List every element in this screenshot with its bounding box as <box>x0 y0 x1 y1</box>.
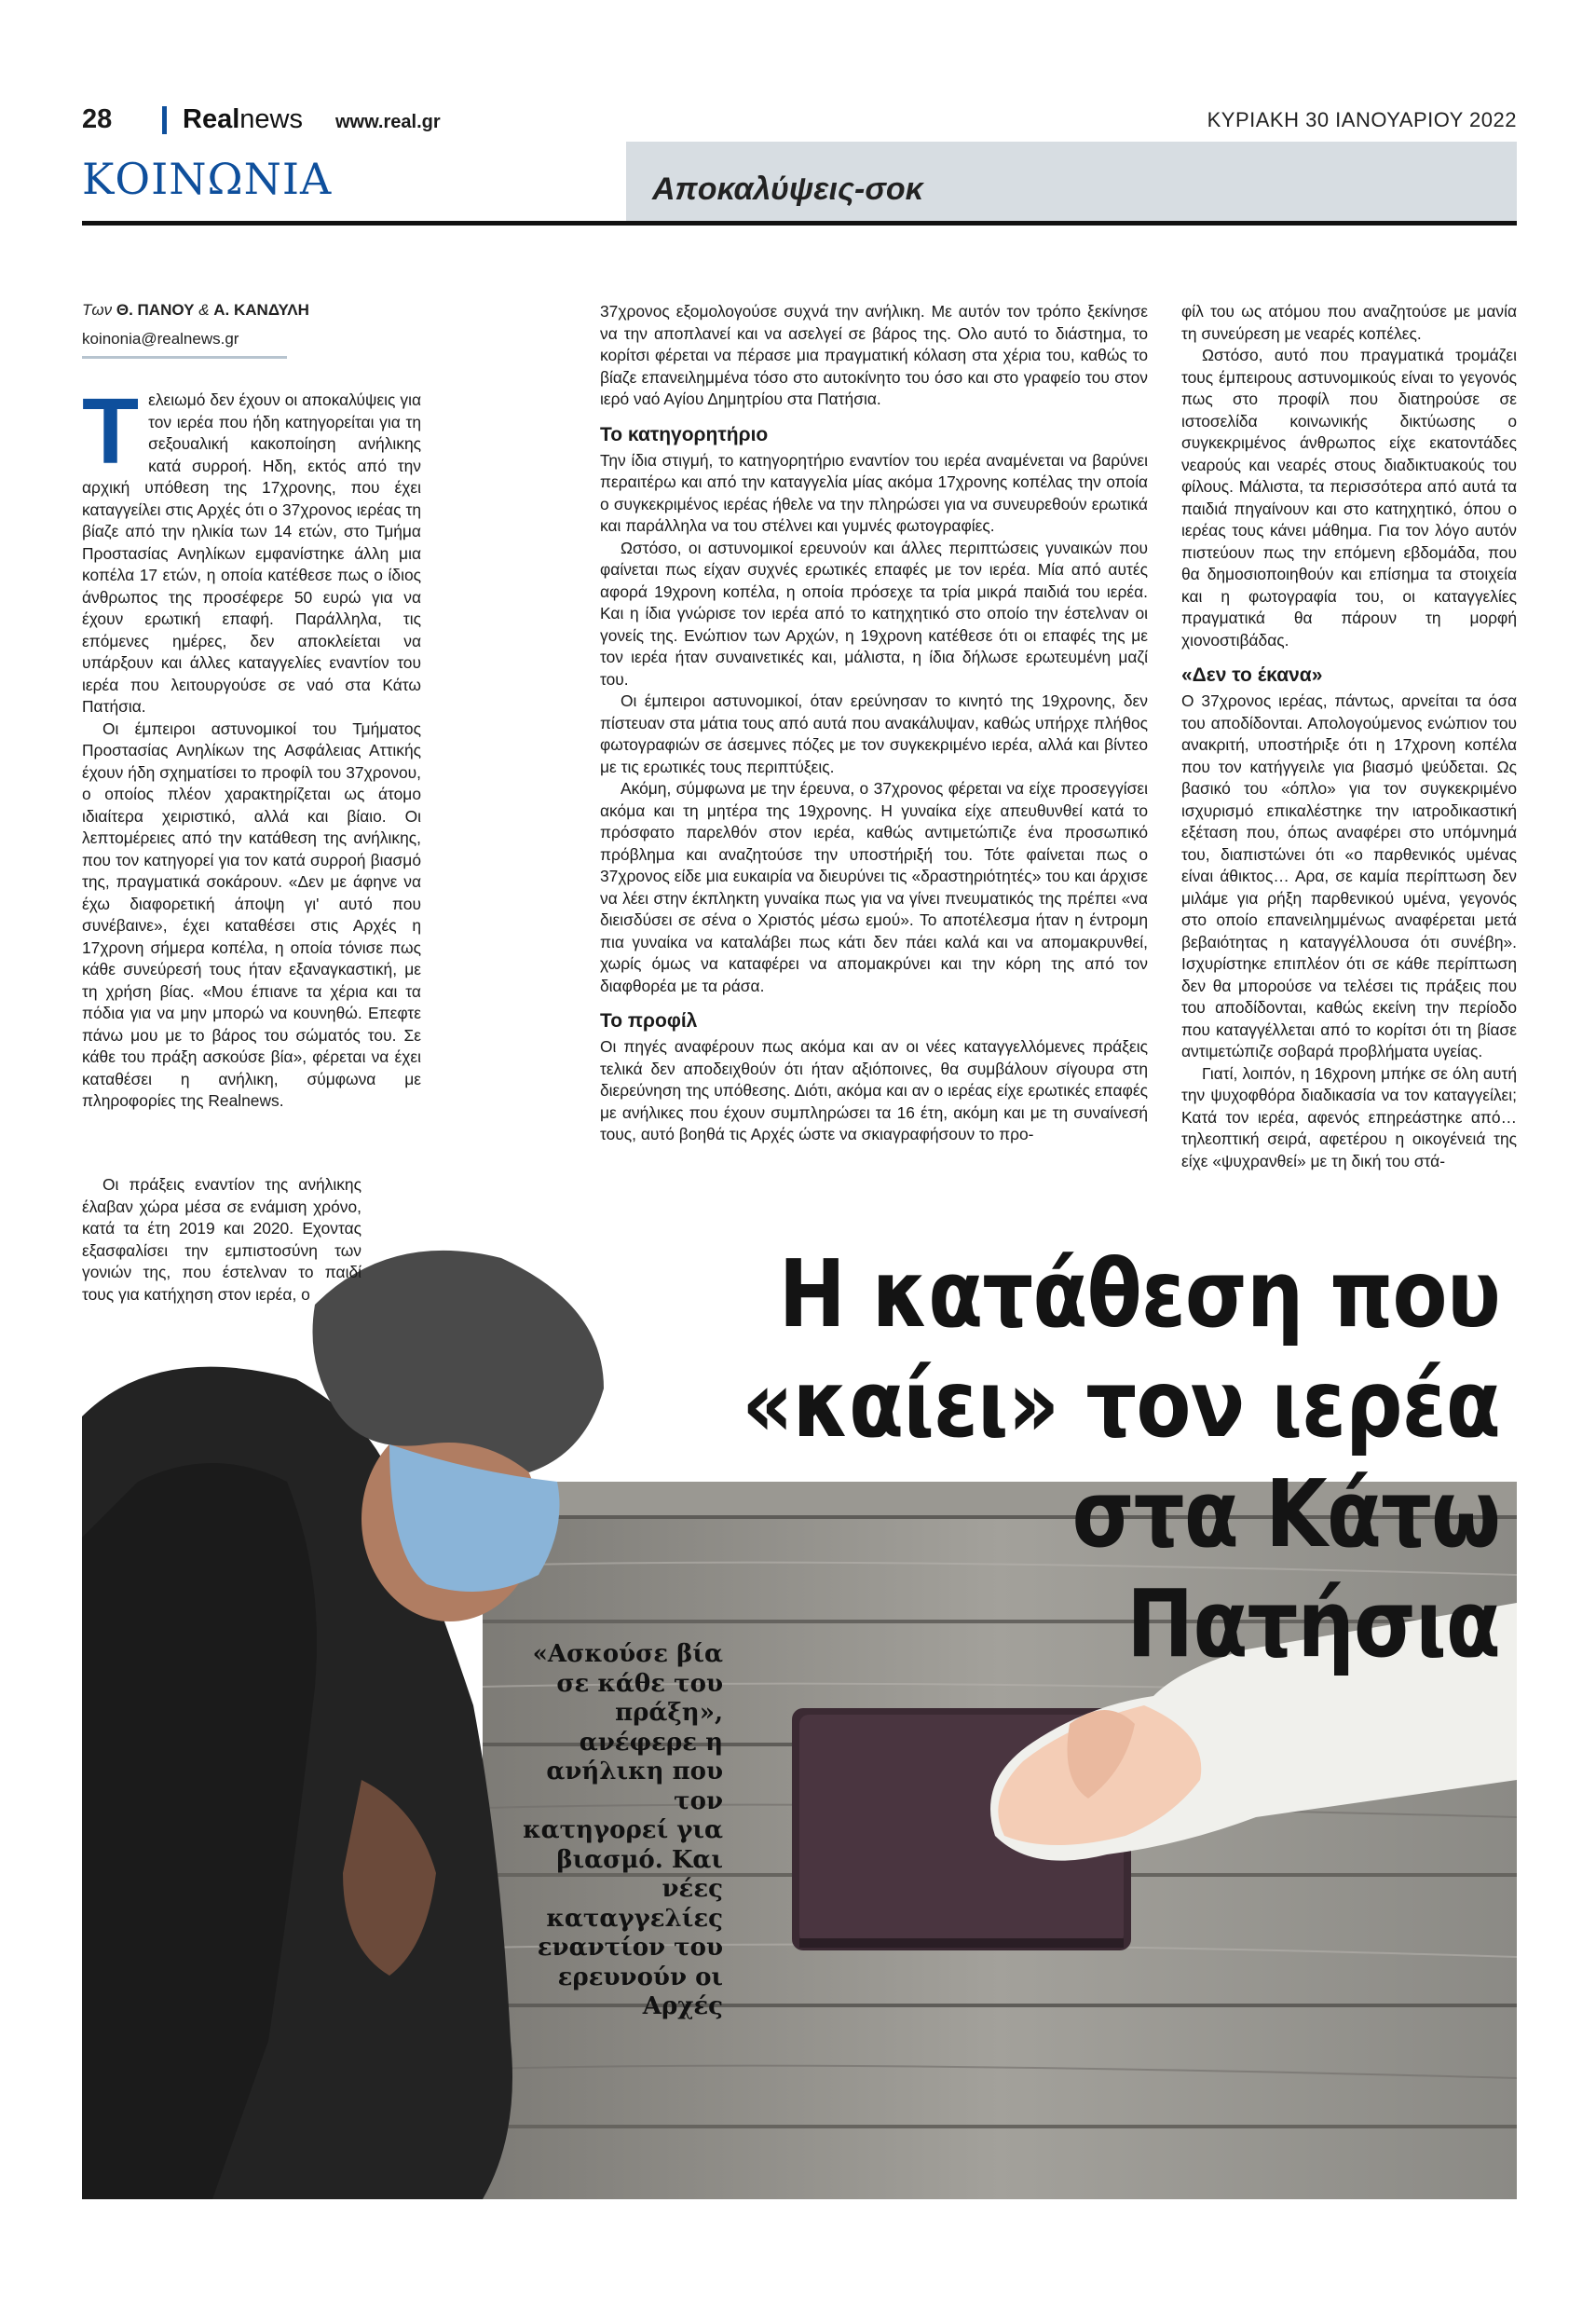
byline <box>82 301 309 320</box>
article-column-1-tail <box>82 1174 361 1306</box>
headline <box>707 1239 1500 1679</box>
section-name: ΚΟΙΝΩΝΙΑ <box>82 154 333 204</box>
kicker: Αποκαλύψεις-σοκ <box>652 171 923 207</box>
article-column-3 <box>1181 301 1517 1172</box>
article-paragraph: Οι έμπειροι αστυνομικοί, όταν ερεύνησαν το κινητό της 19χρονης, δεν πίστευαν στα μάτια τους από αυτά που ανακάλυψαν, καθώς υπήρχε πλήθος φωτογραφιών σε άσεμνες πόζες με τον συγκεκριμένο ιερέα, αλλά και βίντεο με τις ερωτικές τους περιπτύξεις. <box>600 691 1148 776</box>
article-paragraph: φίλ του ως ατόμου που αναζητούσε με μανία τη συνεύρεση με νεαρές κοπέλες. <box>1181 302 1517 343</box>
brand-thin: news <box>239 104 303 134</box>
byline-rule <box>82 356 287 359</box>
paragraph-text: ελειωμό δεν έχουν οι αποκαλύψεις για τον ιερέα που ήδη κατηγορείται για τη σεξουαλική κακοποίηση ανήλικης κατά συρροή. Ηδη, εκτός από την αρχική υπόθεση της 17χρονης, που έχει καταγγείλει στις Αρχές ότι ο 37χρονος ιερέας τη βίαζε από την ηλικία των 14 ετών, στο Τμήμα Προστασίας Ανηλίκων εμφανίστηκε άλλη μια κοπέλα 17 ετών, η οποία κατέθεσε πως ο ίδιος άνθρωπος της προσέφερε 50 ευρώ για να έχουν ερωτική επαφή. Παράλληλα, τις επόμενες ημέρες, δεν αποκλείεται να υπάρξουν και άλλες καταγγελίες εναντίον του ιερέα που λειτουργούσε σε ναό στα Κάτω Πατήσια. <box>82 390 421 716</box>
drop-cap: Τ <box>82 379 140 484</box>
page-number: 28 <box>82 104 113 134</box>
brand-logo <box>183 104 303 135</box>
subheading: «Δεν το έκανα» <box>1181 664 1323 686</box>
header-separator <box>162 106 167 134</box>
byline-author-2: Α. ΚΑΝΔΥΛΗ <box>213 301 309 319</box>
byline-author-1: Θ. ΠΑΝΟΥ <box>116 301 195 319</box>
headline-line-3: στα Κάτω Πατήσια <box>1071 1459 1500 1678</box>
byline-email[interactable]: koinonia@realnews.gr <box>82 330 239 348</box>
article-paragraph: Οι πηγές αναφέρουν πως ακόμα και αν οι νέες καταγγελλόμενες πράξεις τελικά δεν αποδειχθούν ότι ήταν αξιόποινες, θα συμβάλουν σίγουρα στη διερεύνηση της υπόθεσης. Διότι, ακόμα και αν ο ιερέας είχε ερωτικές επαφές με ανήλικες που έχουν συμπληρώσει τα 16 έτη, ακόμη και με τη συναίνεσή τους, αυτό βοηθά τις Αρχές ώστε να σκιαγραφήσουν το προ- <box>600 1037 1148 1143</box>
article-column-2 <box>600 301 1148 1146</box>
headline-line-1: Η κατάθεση που <box>778 1239 1500 1348</box>
issue-date: ΚΥΡΙΑΚΗ 30 ΙΑΝΟΥΑΡΙΟΥ 2022 <box>1207 108 1517 131</box>
article-paragraph: Γιατί, λοιπόν, η 16χρονη μπήκε σε όλη αυτή την ψυχοφθόρα διαδικασία να τον καταγγείλει; Κατά τον ιερέα, αφενός επηρεάστηκε από… τηλεοπτική σειρά, αφετέρου η οικογένειά της είχε «ψυχρανθεί» με τη δική του στά- <box>1181 1063 1517 1170</box>
byline-amp: & <box>198 301 210 319</box>
article-paragraph: Οι έμπειροι αστυνομικοί του Τμήματος Προστασίας Ανηλίκων της Ασφάλειας Αττικής έχουν ήδη σχηματίσει το προφίλ του 37χρονου, ο οποίος πλέον χαρακτηρίζεται ως άτομο ιδιαίτερα χειριστικό, αλλά και βίαιο. Οι λεπτομέρειες από την κατάθεση της ανήλικης, που τον κατηγορεί για τον κατά συρροή βιασμό της, πραγματικά σοκάρουν. «Δεν με άφηνε να έχω διαφορετική άποψη γι' αυτό που συνέβαινε», έχει καταθέσει στις Αρχές η 17χρονη σήμερα κοπέλα, η οποία τόνισε πως κάθε συνεύρεσή τους ήταν εξαναγκαστική, με τη χρήση βίας. «Μου έπιανε τα χέρια και τα πόδια για να μην μπορώ να κουνηθώ. Επεφτε πάνω μου με το βάρος του σώματός του. Σε κάθε του πράξη ασκούσε βία», φέρεται να έχει καταθέσει η ανήλικη, σύμφωνα με πληροφορίες της Realnews. <box>82 718 421 1110</box>
article-paragraph <box>82 1174 361 1306</box>
article-paragraph <box>82 379 421 718</box>
header-rule <box>82 221 1517 226</box>
brand-bold: Real <box>183 104 240 134</box>
page-header <box>82 101 1517 138</box>
article-column-1 <box>82 379 421 1113</box>
byline-prefix: Των <box>82 301 113 319</box>
deck-pull-quote: «Ασκούσε βία σε κάθε του πράξη», ανέφερε η ανήλικη που τον κατηγορεί για βιασμό. Και νέες καταγγελίες εναντίον του ερευνούν οι Αρχές <box>523 1640 723 2020</box>
headline-line-2: «καίει» τον ιερέα <box>742 1349 1500 1458</box>
paragraph-text: Οι πράξεις εναντίον της ανήλικης έλαβαν χώρα μέσα σε ενάμιση χρόνο, κατά τα έτη 2019 και 2020. Εχοντας εξασφαλίσει την εμπιστοσύνη των γονιών της, που έστελναν το παιδί τους για κατήχηση στον ιερέα, ο <box>82 1175 361 1304</box>
brand-url[interactable]: www.real.gr <box>335 112 441 132</box>
article-paragraph: Την ίδια στιγμή, το κατηγορητήριο εναντίον του ιερέα αναμένεται να βαρύνει περαιτέρω και από την καταγγελία μίας ακόμα 17χρονης κοπέλας την οποία ο συγκεκριμένος ιερέας ήθελε να την πληρώσει για να συνευρεθούν ερωτικά και παράλληλα να του στέλνει και γυμνές φωτογραφίες. <box>600 450 1148 535</box>
subheading: Το κατηγορητήριο <box>600 423 769 445</box>
article-paragraph: 37χρονος εξομολογούσε συχνά την ανήλικη. Με αυτόν τον τρόπο ξεκίνησε να την αποπλανεί και να ασελγεί σε βάρος της. Ολο αυτό το διάστημα, το κορίτσι φέρεται να πέρασε μια πραγματική κόλαση στα χέρια του, καθώς το βίαζε επανειλημμένα τόσο στο αυτοκίνητο του όσο και στο γραφείο του στον ιερό ναό Αγίου Δημητρίου στα Πατήσια. <box>600 302 1148 408</box>
article-paragraph: Ακόμη, σύμφωνα με την έρευνα, ο 37χρονος φέρεται να είχε προσεγγίσει ακόμα και τη μητέρα της 19χρονης. Η γυναίκα είχε απευθυνθεί κατά το πρόσφατο παρελθόν στον ιερέα, καθώς αντιμετώπιζε ένα προσωπικό πρόβλημα και αναζητούσε την υποστήριξή του. Τότε φαίνεται πως ο 37χρονος είδε μια ευκαιρία να διευρύνει τις «δραστηριότητές» του και άρχισε να λέει στην έκπληκτη γυναίκα πως για να γίνει πνευματικός της πρέπει «να διεισδύσει σε σένα ο Χριστός μέσω εμού». Το αποτέλεσμα ήταν η έντρομη πια γυναίκα να καταλάβει πως κάτι δεν πάει καλά και να απομακρυνθεί, χωρίς όμως να καταφέρει να απομακρύνει και την κόρη της από τον διαφθορέα με τα ράσα. <box>600 779 1148 995</box>
article-paragraph: Ο 37χρονος ιερέας, πάντως, αρνείται τα όσα του αποδίδονται. Απολογούμενος ενώπιον του ανακριτή, υποστήριξε ότι η 17χρονη κοπέλα που τον κατήγγειλε για βιασμό ψεύδεται. Ως βασικό του «όπλο» για τον συγκεκριμένο ισχυρισμό επικαλέστηκε την ιατροδικαστική εξέταση που, όπως αναφέρει στο υπόμνημά του, διαπιστώνει ότι «ο παρθενικός υμένας είναι άθικτος… Αρα, σε καμία περίπτωση δεν μιλάμε για ρήξη παρθενικού υμένα, γεγονός στο οποίο επανειλημμένως αναφέρεται μετά βεβαιότητας η καταγγέλλουσα ότι συνέβη». Ισχυρίστηκε επιπλέον ότι σε κάθε περίπτωση δεν θα μπορούσε να τελέσει τις πράξεις που του αποδίδονται, καθώς εκείνη την περίοδο που καταγγέλλεται από το κορίτσι ότι τη βίασε αντιμετώπιζε σοβαρά προβλήματα υγείας. <box>1181 691 1517 1060</box>
article-paragraph: Ωστόσο, οι αστυνομικοί ερευνούν και άλλες περιπτώσεις γυναικών που φαίνεται πως είχαν συχνές ερωτικές επαφές με τον ιερέα. Μία από αυτές αφορά 19χρονη κοπέλα, η οποία πρόσεχε τα τρία μικρά παιδιά του ιερέα. Και η ίδια γνώρισε τον ιερέα από το κατηχητικό στο οποίο την έστελναν οι γονείς της. Ενώπιον των Αρχών, η 19χρονη κατέθεσε ότι οι επαφές της με τον ιερέα ήταν συναινετικές και, μάλιστα, η ίδια δήλωσε ερωτευμένη μαζί του. <box>600 538 1148 689</box>
article-paragraph: Ωστόσο, αυτό που πραγματικά τρομάζει τους έμπειρους αστυνομικούς είναι το γεγονός πως στο προφίλ που διατηρούσε σε ιστοσελίδα κοινωνικής δικτύωσης ο συγκεκριμένος άνθρωπος είχε εκατοντάδες νεαρούς και νεαρές στους διαδικτυακούς του φίλους. Μάλιστα, τα περισσότερα από αυτά τα παιδιά πηγαίνουν και στο κατηχητικό, όπου ο ιερέας τους κάνει μάθημα. Για τον λόγο αυτόν πιστεύουν πως την επόμενη εβδομάδα, που θα δημοσιοποιηθούν και επίσημα τα στοιχεία και η φωτογραφία του, οι καταγγελίες πραγματικά θα πάρουν τη μορφή χιονοστιβάδας. <box>1181 346 1517 650</box>
subheading: Το προφίλ <box>600 1010 698 1032</box>
